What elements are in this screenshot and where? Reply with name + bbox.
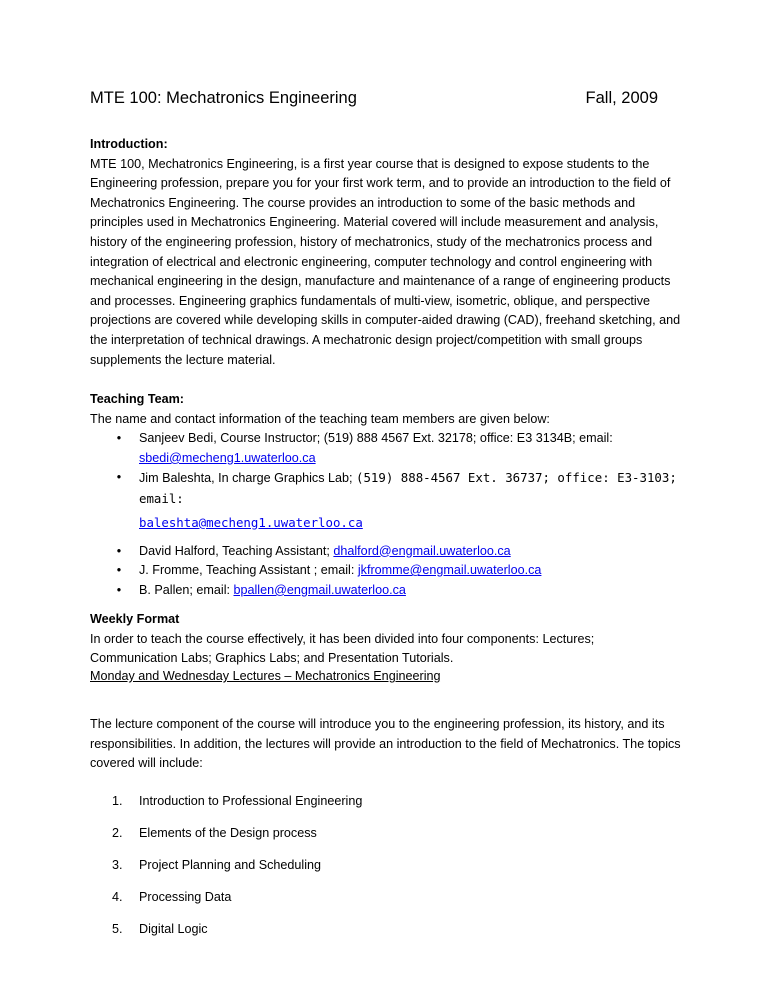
- bullet-icon: •: [116, 431, 122, 446]
- weekly-format-section: [90, 610, 685, 669]
- member-info: J. Fromme, Teaching Assistant ; email:: [139, 563, 355, 578]
- topic-label: Project Planning and Scheduling: [139, 858, 322, 872]
- lectures-text: The lecture component of the course will introduce you to the engineering profession, its history, and its responsibilities. In addition, the lectures will provide an introduction to the field of Mechatronics. The topics covered will include:: [90, 717, 681, 771]
- course-title: MTE 100: Mechatronics Engineering: [90, 89, 357, 107]
- topic-number: 4.: [112, 890, 123, 904]
- topic-number: 3.: [112, 858, 123, 872]
- topic-label: Elements of the Design process: [139, 826, 317, 840]
- list-item: [112, 581, 685, 601]
- list-item: [112, 920, 672, 952]
- member-email-link[interactable]: sbedi@mecheng1.uwaterloo.ca: [139, 450, 316, 465]
- teaching-team-list: [112, 429, 685, 600]
- member-email-link[interactable]: jkfromme@engmail.uwaterloo.ca: [357, 563, 542, 578]
- list-item: [112, 542, 685, 562]
- introduction-section: [90, 135, 685, 370]
- topic-number: 5.: [112, 922, 123, 936]
- member-info: David Halford, Teaching Assistant;: [139, 543, 330, 558]
- topic-label: Introduction to Professional Engineering: [139, 794, 363, 808]
- list-item: [112, 792, 672, 824]
- teaching-team-intro: The name and contact information of the teaching team members are given below:: [90, 411, 550, 426]
- member-info: Jim Baleshta, In charge Graphics Lab;: [139, 471, 353, 486]
- list-item: [112, 429, 685, 468]
- list-item: [112, 561, 685, 581]
- course-term: Fall, 2009: [585, 89, 658, 107]
- teaching-team-heading: Teaching Team:: [90, 392, 185, 406]
- list-item: [112, 856, 672, 888]
- member-email-link[interactable]: bpallen@engmail.uwaterloo.ca: [233, 582, 406, 597]
- lectures-section: [90, 715, 685, 774]
- topic-number: 2.: [112, 826, 123, 840]
- topics-section: [112, 792, 672, 952]
- weekly-format-heading: Weekly Format: [90, 612, 180, 626]
- member-contact: (519) 888-4567 Ext. 36737; office: E3-3103; email:: [139, 470, 677, 506]
- introduction-text: MTE 100, Mechatronics Engineering, is a first year course that is designed to expose students to the Engineering profession, prepare you for your first work term, and to provide an introduction to the field of Mechatronics Engineering. The course provides an introduction to some of the basic methods and principles used in Mechatronics Engineering. Material covered will include measurement and analysis, history of the engineering profession, history of mechatronics, study of the mechatronics process and integration of electrical and electronic engineering, computer technology and control engineering with mechanical engineering in the design, manufacture and maintenance of a range of engineering products and processes. Engineering graphics fundamentals of multi-view, isometric, oblique, and perspective projections are covered while developing skills in computer-aided drawing (CAD), freehand sketching, and the interpretation of technical drawings. A mechatronic design project/competition with small groups supplements the lecture material.: [90, 156, 681, 367]
- teaching-team-section: [90, 390, 685, 600]
- member-email-link[interactable]: baleshta@mecheng1.uwaterloo.ca: [139, 514, 363, 530]
- lectures-subheading-block: [90, 667, 685, 687]
- introduction-heading: Introduction:: [90, 137, 168, 151]
- bullet-icon: •: [116, 470, 122, 485]
- topics-list: [112, 792, 672, 952]
- list-item: [112, 888, 672, 920]
- bullet-icon: •: [116, 582, 122, 597]
- topic-label: Digital Logic: [139, 922, 208, 936]
- member-email-link[interactable]: dhalford@engmail.uwaterloo.ca: [333, 543, 511, 558]
- member-info: Sanjeev Bedi, Course Instructor; (519) 888 4567 Ext. 32178; office: E3 3134B; email:: [139, 431, 613, 446]
- topic-number: 1.: [112, 794, 123, 808]
- list-item: [112, 468, 685, 535]
- topic-label: Processing Data: [139, 890, 232, 904]
- bullet-icon: •: [116, 563, 122, 578]
- list-item: [112, 824, 672, 856]
- weekly-format-text: In order to teach the course effectively, it has been divided into four components: Lectures; Communication Labs; Graphics Labs; and Presentation Tutorials.: [90, 631, 595, 666]
- member-info: B. Pallen; email:: [139, 582, 230, 597]
- lectures-subheading: Monday and Wednesday Lectures – Mechatronics Engineering: [90, 669, 441, 683]
- bullet-icon: •: [116, 543, 122, 558]
